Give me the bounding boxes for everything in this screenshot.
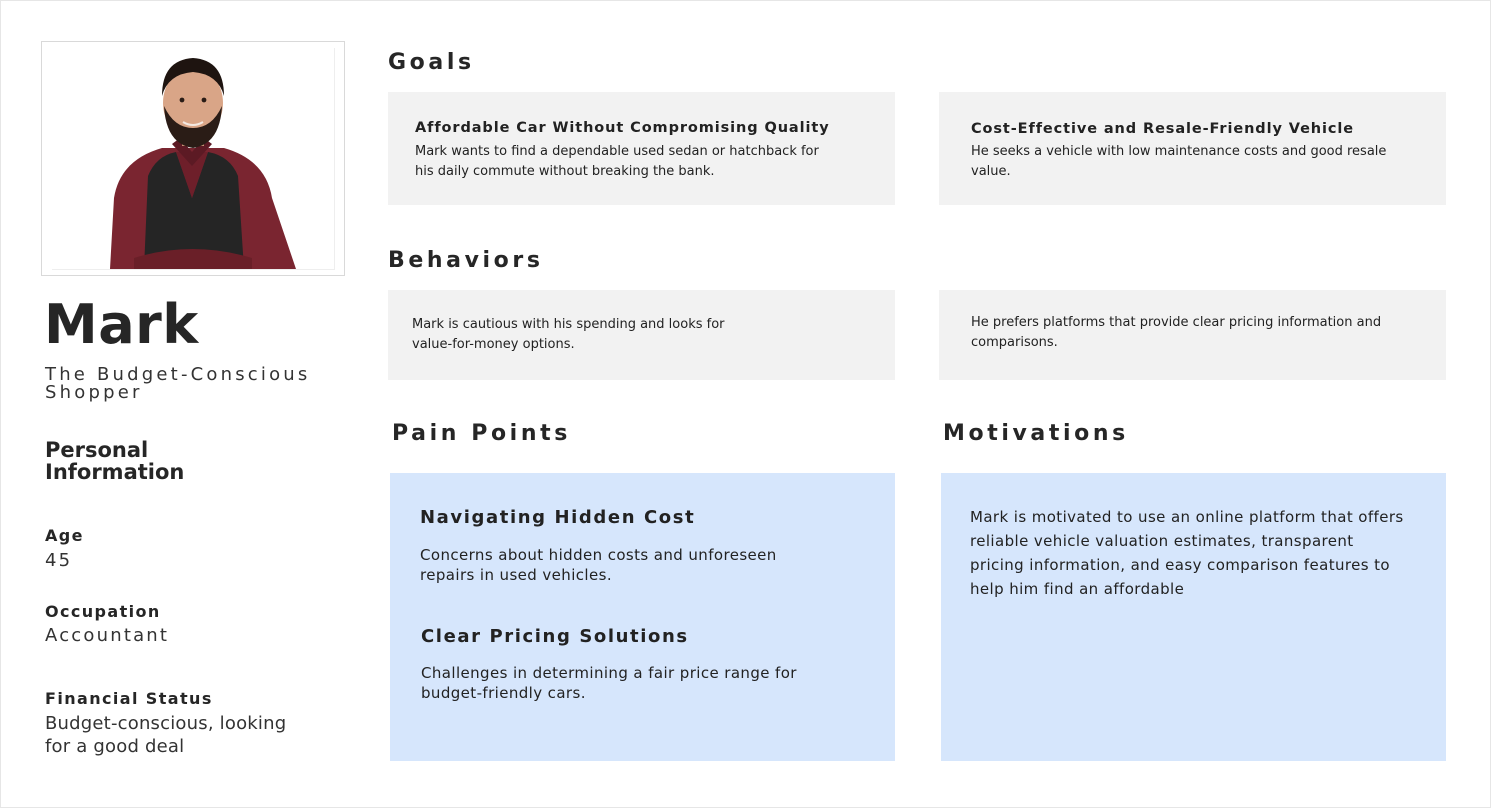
age-value: 45 bbox=[45, 550, 73, 571]
person-illustration bbox=[52, 48, 334, 269]
motivations-heading: Motivations bbox=[943, 421, 1129, 446]
behavior-text: Mark is cautious with his spending and looks for value-for-money options. bbox=[412, 317, 725, 352]
behavior-card-2 bbox=[939, 290, 1446, 380]
pain-point-title: Clear Pricing Solutions bbox=[421, 626, 689, 647]
goal-card-1 bbox=[388, 92, 895, 205]
motivations-card bbox=[941, 473, 1446, 761]
behaviors-heading: Behaviors bbox=[388, 248, 544, 273]
personal-info-heading: Personal Information bbox=[45, 438, 185, 484]
goal-text: Mark wants to find a dependable used sedan or hatchback for his daily commute without breaking the bank. bbox=[415, 144, 819, 179]
photo-frame bbox=[41, 41, 345, 276]
goal-title: Affordable Car Without Compromising Quality bbox=[415, 120, 830, 136]
pain-point-title: Navigating Hidden Cost bbox=[420, 507, 696, 528]
age-label: Age bbox=[45, 526, 84, 545]
motivation-text: Mark is motivated to use an online platform that offers reliable vehicle valuation estimates, transparent pricing information, and easy comparison features to help him find an affordable bbox=[970, 508, 1404, 598]
pain-points-heading: Pain Points bbox=[392, 421, 571, 446]
goal-title: Cost-Effective and Resale-Friendly Vehicle bbox=[971, 121, 1355, 137]
financial-status-label: Financial Status bbox=[45, 689, 213, 708]
persona-name: Mark bbox=[44, 293, 199, 356]
goals-heading: Goals bbox=[388, 50, 475, 75]
pain-points-card bbox=[390, 473, 895, 761]
financial-status-value: Budget-conscious, looking for a good deal bbox=[45, 713, 287, 757]
pain-point-text: Challenges in determining a fair price range for budget-friendly cars. bbox=[421, 664, 797, 702]
occupation-label: Occupation bbox=[45, 602, 161, 621]
persona-tagline: The Budget-Conscious Shopper bbox=[45, 364, 311, 403]
behavior-card-1 bbox=[388, 290, 895, 380]
occupation-value: Accountant bbox=[45, 625, 170, 646]
portrait-photo bbox=[52, 48, 335, 270]
pain-point-text: Concerns about hidden costs and unforeseen repairs in used vehicles. bbox=[420, 546, 777, 584]
goal-card-2 bbox=[939, 92, 1446, 205]
behavior-text: He prefers platforms that provide clear pricing information and comparisons. bbox=[971, 315, 1382, 350]
goal-text: He seeks a vehicle with low maintenance costs and good resale value. bbox=[971, 144, 1387, 179]
